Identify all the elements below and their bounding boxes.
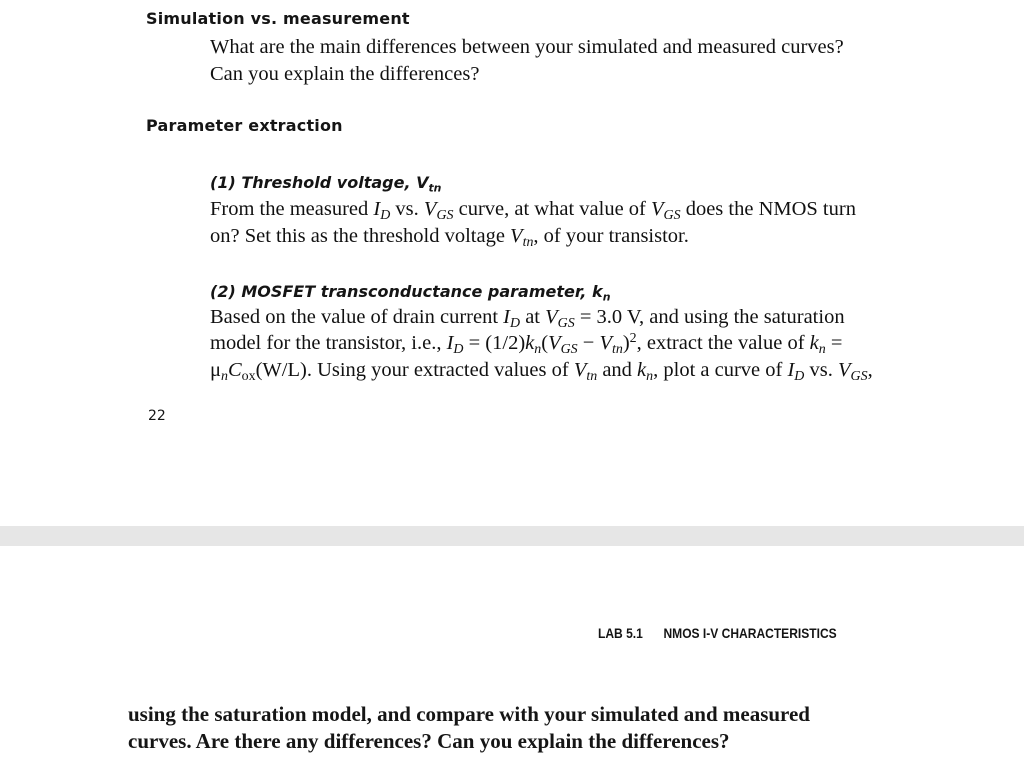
running-head-lab: LAB 5.1 (598, 625, 643, 641)
section-heading-simulation-vs-measurement: Simulation vs. measurement (146, 9, 410, 28)
subsection-title-transconductance: (2) MOSFET transconductance parameter, $k_n$ (210, 282, 611, 304)
kn-line-2: model for the transistor, i.e., $I_D = (1/2)k_n(V_{GS} - V_{tn})^2$, extract the value of $k_n$ = (210, 331, 843, 358)
threshold-line-1: From the measured $I_D$ vs. $V_{GS}$ curve, at what value of $V_{GS}$ does the NMOS turn (210, 198, 856, 224)
running-head (598, 625, 837, 641)
subsection-title-threshold-voltage: (1) Threshold voltage, $V_{tn}$ (210, 173, 442, 195)
running-head-title: NMOS I-V CHARACTERISTICS (663, 625, 837, 641)
sim-vs-meas-line-1: What are the main differences between your simulated and measured curves? (210, 36, 844, 58)
kn-line-1: Based on the value of drain current $I_D$ at $V_{GS} = 3.0$ V, and using the saturation (210, 306, 845, 332)
sim-vs-meas-line-2: Can you explain the differences? (210, 63, 480, 85)
page-23 (0, 546, 1024, 766)
section-heading-parameter-extraction: Parameter extraction (146, 116, 343, 135)
threshold-line-2: on? Set this as the threshold voltage $V_{tn}$, of your transistor. (210, 225, 689, 251)
page-number: 22 (148, 408, 166, 424)
continuation-line-2: curves. Are there any differences? Can you explain the differences? (128, 729, 730, 753)
kn-line-3: $\mu_nC_{ox}(W/L)$. Using your extracted values of $V_{tn}$ and $k_n$, plot a curve of $I_D$ vs. $V_{GS}$, (210, 359, 873, 385)
page-separator (0, 526, 1024, 546)
continuation-line-1: using the saturation model, and compare with your simulated and measured (128, 702, 810, 726)
